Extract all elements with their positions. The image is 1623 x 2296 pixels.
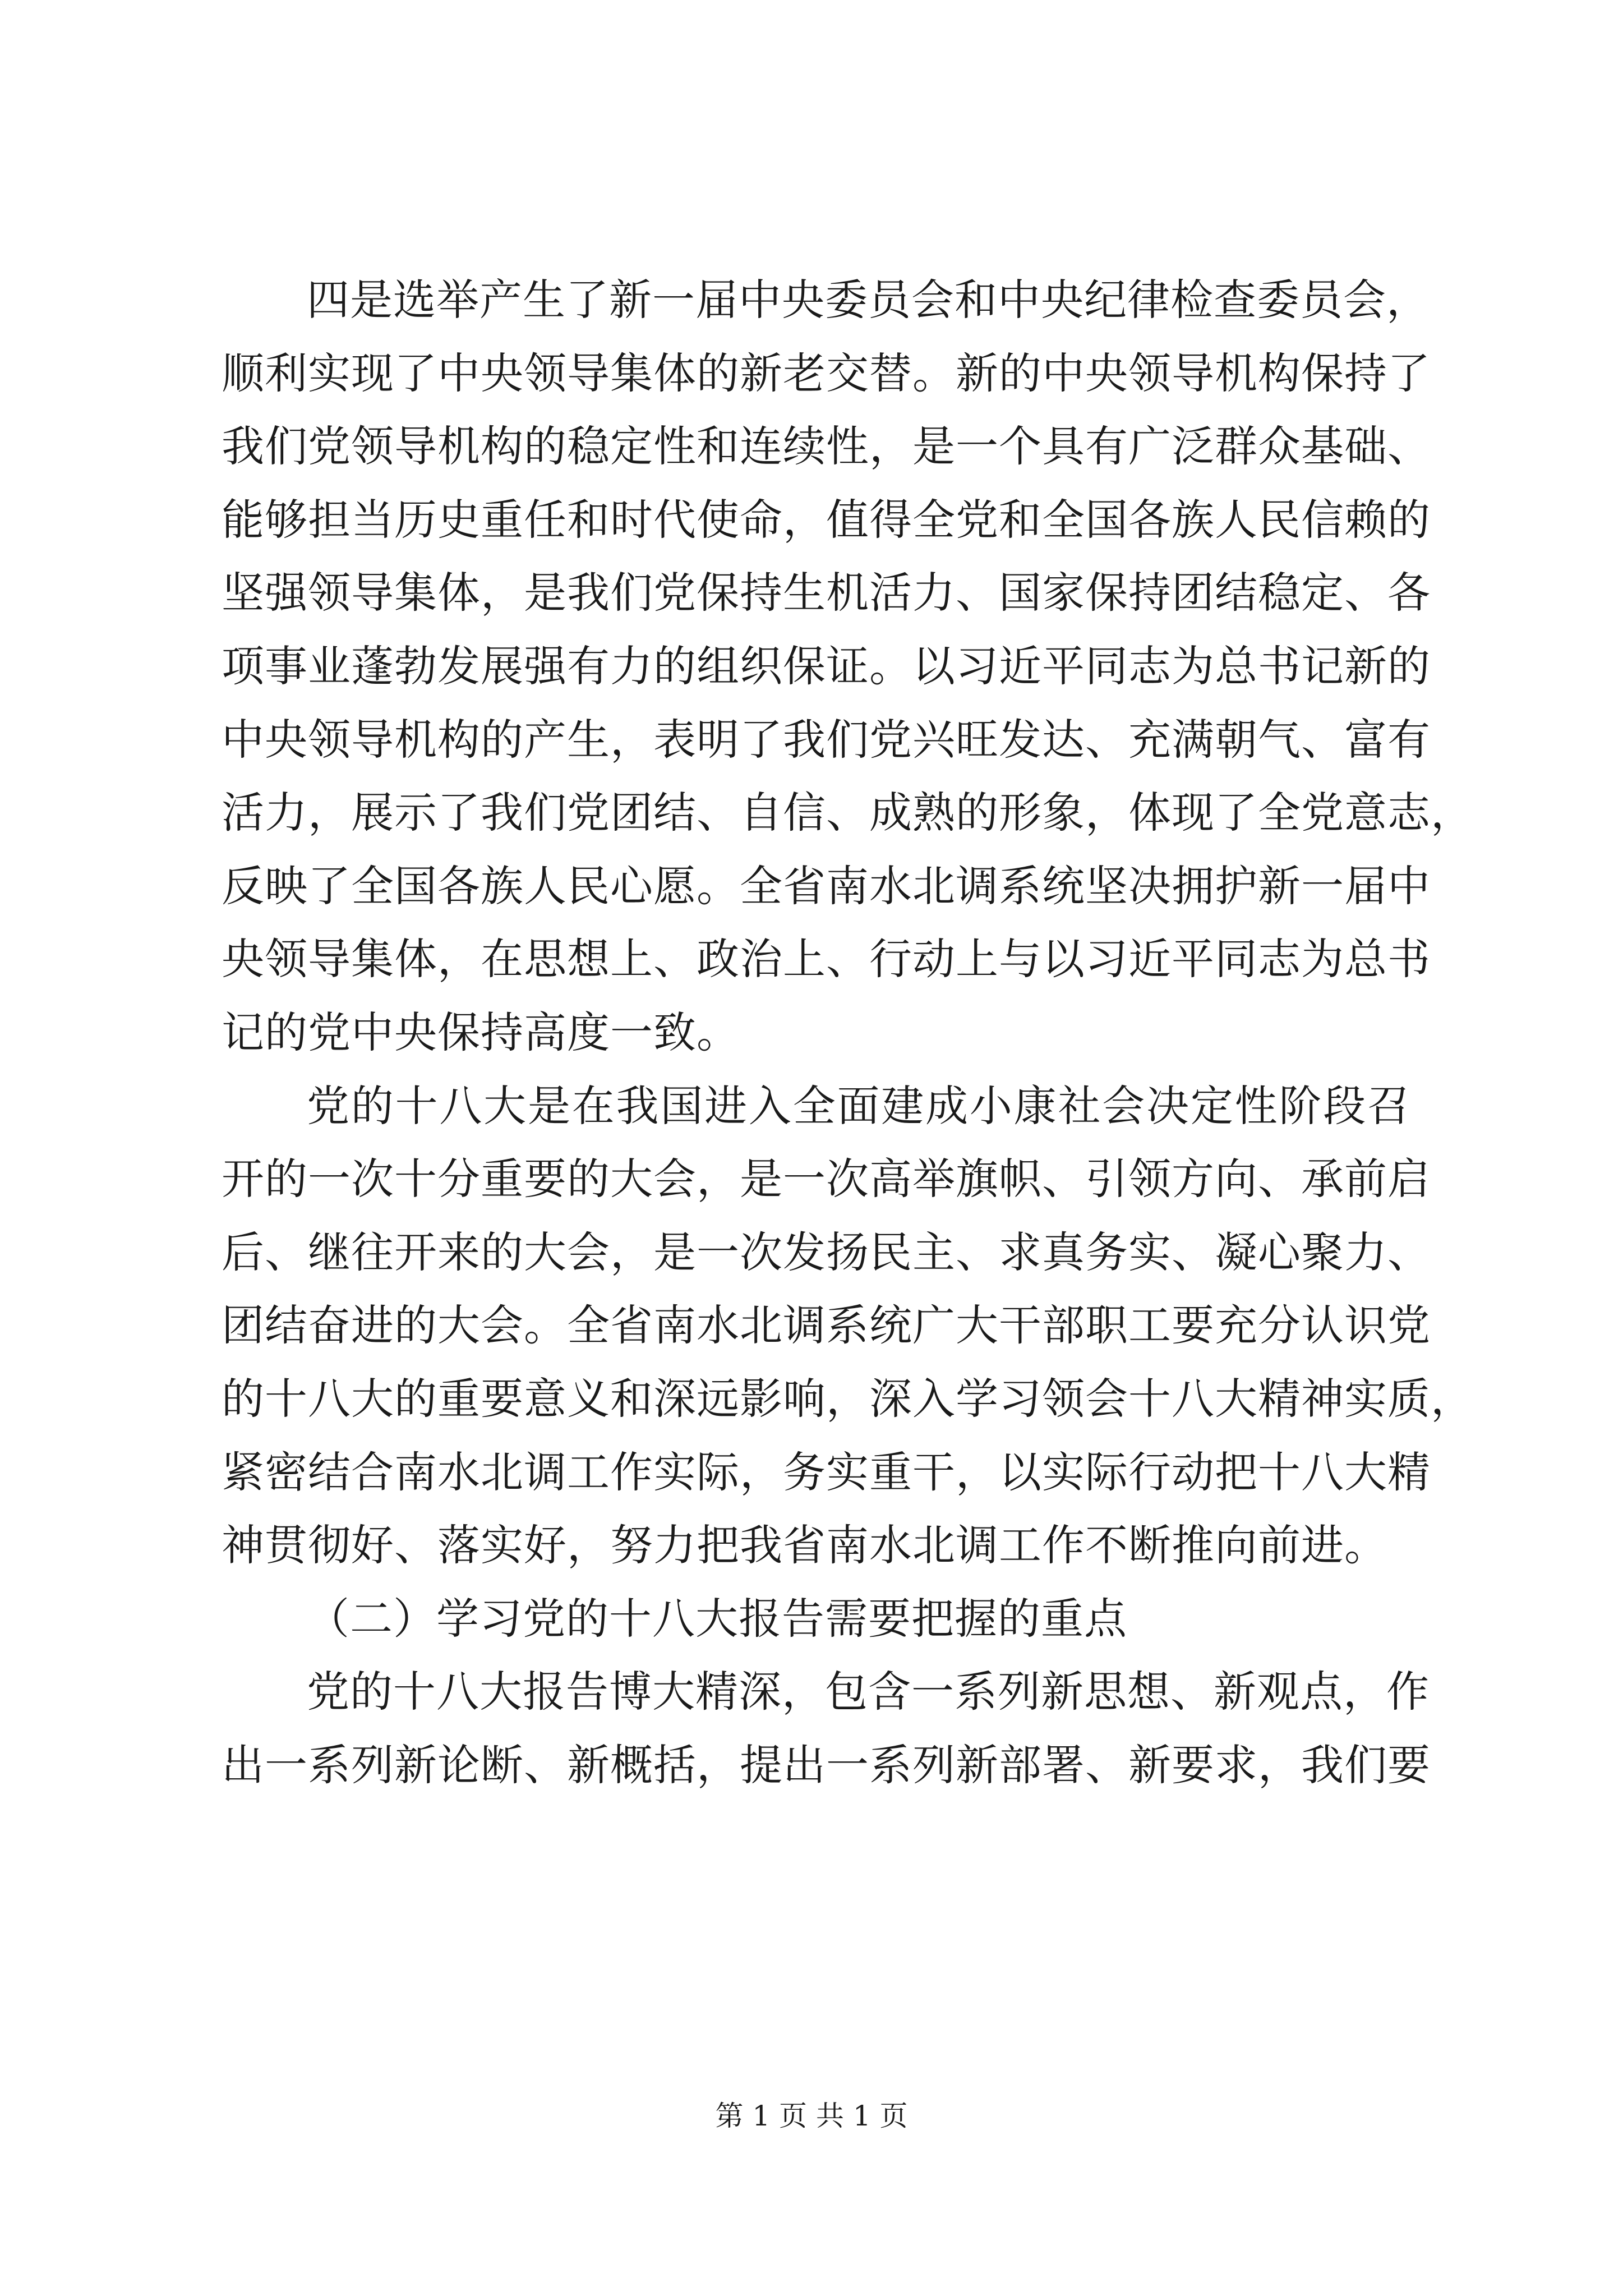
paragraph-line: 记的党中央保持高度一致。: [222, 1007, 740, 1057]
paragraph-line: 四是选举产生了新一届中央委员会和中央纪律检查委员会，: [307, 275, 1430, 325]
paragraph-3: [222, 1655, 1431, 1802]
paragraph-line: 后、继往开来的大会，是一次发扬民主、求真务实、凝心聚力、: [222, 1227, 1431, 1277]
page-number-label: 第 1 页 共 1 页: [715, 2100, 908, 2132]
paragraph-line: 团结奋进的大会。全省南水北调系统广大干部职工要充分认识党: [222, 1300, 1431, 1351]
paragraph-line: 中央领导机构的产生，表明了我们党兴旺发达、充满朝气、富有: [222, 714, 1431, 765]
section-heading: [222, 1582, 1410, 1656]
paragraph-line: 能够担当历史重任和时代使命，值得全党和全国各族人民信赖的: [222, 494, 1431, 545]
paragraph-line: 神贯彻好、落实好，努力把我省南水北调工作不断推向前进。: [222, 1520, 1387, 1571]
paragraph-line: 顺利实现了中央领导集体的新老交替。新的中央领导机构保持了: [222, 348, 1431, 398]
paragraph-line: 反映了全国各族人民心愿。全省南水北调系统坚决拥护新一届中: [222, 861, 1431, 911]
paragraph-line: 党的十八大报告博大精深，包含一系列新思想、新观点，作: [307, 1667, 1430, 1717]
paragraph-line: 紧密结合南水北调工作实际，务实重干，以实际行动把十八大精: [222, 1447, 1431, 1497]
section-heading-text: （二）学习党的十八大报告需要把握的重点: [307, 1593, 1127, 1644]
paragraph-line: 活力，展示了我们党团结、自信、成熟的形象，体现了全党意志，: [222, 788, 1474, 838]
page-footer: [0, 2099, 1623, 2133]
paragraph-line: 的十八大的重要意义和深远影响，深入学习领会十八大精神实质，: [222, 1373, 1474, 1424]
paragraph-line: 出一系列新论断、新概括，提出一系列新部署、新要求，我们要: [222, 1740, 1431, 1790]
paragraph-line: 开的一次十分重要的大会，是一次高举旗帜、引领方向、承前启: [222, 1154, 1431, 1204]
paragraph-line: 党的十八大是在我国进入全面建成小康社会决定性阶段召: [307, 1080, 1410, 1131]
document-body: [222, 264, 1474, 1802]
paragraph-line: 坚强领导集体，是我们党保持生机活力、国家保持团结稳定、各: [222, 568, 1431, 618]
paragraph-1: [222, 264, 1474, 1070]
paragraph-line: 我们党领导机构的稳定性和连续性，是一个具有广泛群众基础、: [222, 421, 1431, 472]
paragraph-2: [222, 1070, 1474, 1582]
paragraph-line: 项事业蓬勃发展强有力的组织保证。以习近平同志为总书记新的: [222, 641, 1431, 691]
paragraph-line: 央领导集体，在思想上、政治上、行动上与以习近平同志为总书: [222, 934, 1431, 984]
